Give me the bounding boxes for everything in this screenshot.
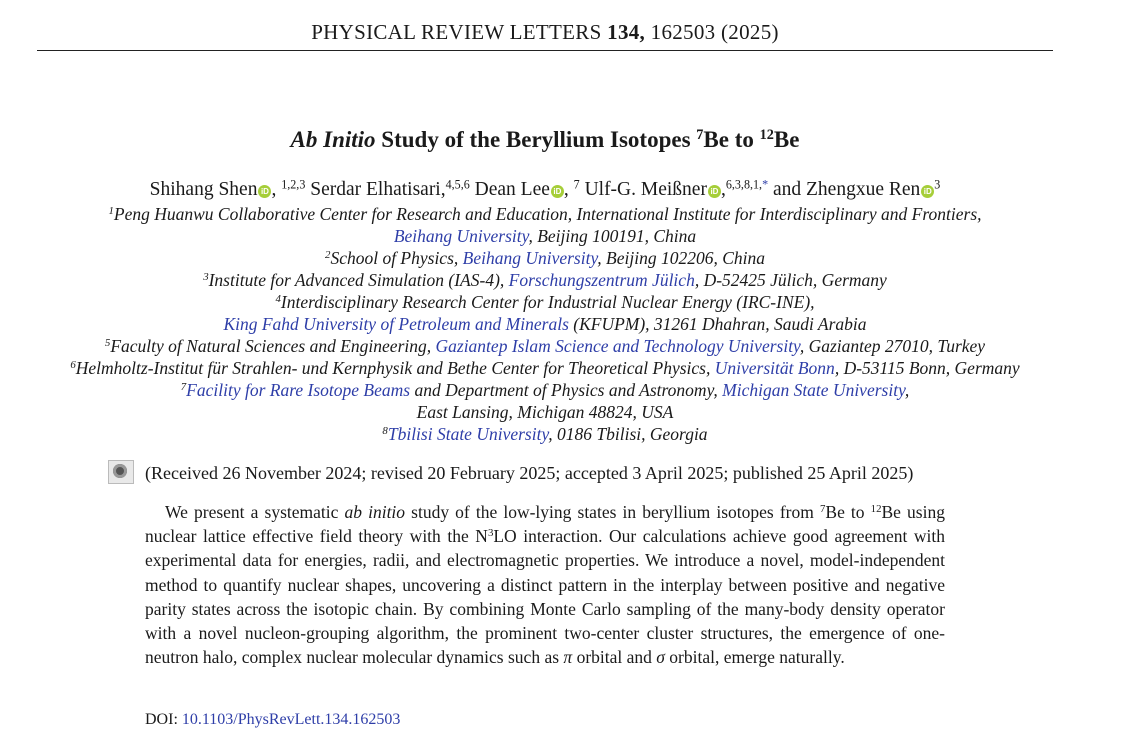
author-affil-sup: 3: [934, 177, 941, 192]
author[interactable]: [150, 179, 306, 200]
orcid-icon[interactable]: iD: [708, 185, 721, 198]
affil-text: Helmholtz-Institut für Strahlen- und Kernphysik and Bethe Center for Theoretical Physics,: [75, 358, 715, 378]
author[interactable]: [475, 179, 580, 200]
affil-num: 7: [180, 381, 187, 394]
title-text-b: Be to: [703, 127, 760, 152]
affiliation-line: [0, 379, 1090, 401]
paper-title: [0, 127, 1090, 153]
author[interactable]: [806, 179, 940, 200]
crossmark-icon[interactable]: [108, 460, 134, 484]
author-sep: ,: [563, 179, 574, 200]
abstract-text: orbital and: [572, 647, 657, 668]
affil-text: , Beijing 102206, China: [597, 248, 765, 268]
author-sep: ,: [271, 179, 282, 200]
title-italic: Ab Initio: [290, 127, 376, 152]
affil-text: , 0186 Tbilisi, Georgia: [548, 424, 708, 444]
affil-text: , D-53115 Bonn, Germany: [834, 358, 1020, 378]
author[interactable]: Ulf-G. Meißner iD ,$^{6,3,8,1,*}$: [584, 177, 769, 200]
affiliation-line: [0, 401, 1090, 423]
journal-citation: 162503 (2025): [650, 20, 779, 44]
abstract-text: Be to: [825, 502, 871, 522]
affil-link[interactable]: Gaziantep Islam Science and Technology University: [435, 336, 800, 356]
journal-header: [37, 20, 1053, 45]
affil-num: 3: [203, 271, 209, 284]
affil-text: Interdisciplinary Research Center for Industrial Nuclear Energy (IRC-INE),: [280, 292, 815, 312]
affiliation-line: [0, 335, 1090, 357]
affil-link[interactable]: Beihang University: [393, 226, 529, 246]
orcid-icon[interactable]: iD: [921, 185, 934, 198]
received-text: (Received 26 November 2024; revised 20 February 2025; accepted 3 April 2025; published 25 April 2025): [145, 463, 914, 483]
affil-num: 4: [275, 293, 281, 306]
affiliation-line: [0, 313, 1090, 335]
author-affil-nums: 6,3,8,1,: [725, 177, 763, 192]
abstract-text: We present a systematic: [165, 502, 345, 522]
author-name: Dean Lee: [474, 179, 550, 200]
affil-text: Peng Huanwu Collaborative Center for Research and Education, International Institute for Interdisciplinary and Frontiers,: [113, 204, 982, 224]
affil-link[interactable]: Beihang University: [462, 248, 598, 268]
received-dates: [108, 460, 913, 484]
abstract-text: orbital, emerge naturally.: [664, 647, 845, 668]
doi-link[interactable]: 10.1103/PhysRevLett.134.162503: [181, 711, 401, 728]
affiliations: [0, 203, 1090, 445]
affiliation-line: [0, 291, 1090, 313]
affil-text: (KFUPM), 31261 Dhahran, Saudi Arabia: [568, 314, 867, 334]
doi-line: [145, 711, 400, 729]
abstract: [145, 500, 945, 669]
affil-link[interactable]: Facility for Rare Isotope Beams: [186, 380, 411, 400]
abstract-text: study of the low-lying states in beryllium isotopes from: [405, 502, 820, 522]
author-affil-sup: 4,5,6: [445, 177, 470, 192]
affil-num: 2: [325, 249, 331, 262]
affiliation-line: [0, 247, 1090, 269]
abstract-sup: 3: [487, 527, 494, 540]
abstract-symbol-pi: π: [563, 647, 573, 668]
abstract-text: LO interaction. Our calculations achieve good agreement with experimental data for energies, radii, and electromagnetic properties. We introduce a novel, model-independent method to quantify nuclear shapes, uncovering a distinct pattern in the interplay between positive and negative parity states across the isotopic chain. By combining Monte Carlo sampling of the many-body density operator with a novel nucleon-grouping algorithm, the prominent two-center cluster structures, the emergence of one-neutron halo, complex nuclear molecular dynamics such as: [145, 526, 945, 668]
affil-text: School of Physics,: [330, 248, 463, 268]
affiliation-line: [0, 269, 1090, 291]
author-name: Ulf-G. Meißner: [584, 179, 707, 200]
affil-link[interactable]: Forschungszentrum Jülich: [508, 270, 695, 290]
orcid-icon[interactable]: iD: [258, 185, 271, 198]
abstract-sup: 12: [870, 503, 882, 516]
affil-num: 5: [104, 337, 111, 350]
author-name: Shihang Shen: [149, 179, 258, 200]
author-affil-sup: 7: [573, 177, 580, 192]
affil-num: 8: [382, 425, 388, 438]
journal-name: PHYSICAL REVIEW LETTERS: [311, 20, 602, 44]
affil-text: East Lansing, Michigan 48824, USA: [416, 402, 674, 422]
abstract-italic: ab initio: [344, 502, 406, 522]
title-text-a: Study of the Beryllium Isotopes: [375, 127, 697, 152]
abstract-symbol-sigma: σ: [656, 647, 665, 668]
author[interactable]: [310, 179, 470, 200]
affiliation-line: [0, 203, 1090, 225]
affil-text: and Department of Physics and Astronomy,: [410, 380, 723, 400]
author-sep: and: [768, 179, 807, 200]
affiliation-line: [0, 357, 1090, 379]
affil-link[interactable]: Tbilisi State University: [387, 424, 549, 444]
orcid-icon[interactable]: iD: [551, 185, 564, 198]
title-sup-2: 12: [759, 127, 774, 144]
affiliation-line: [0, 423, 1090, 445]
author-name: Zhengxue Ren: [806, 179, 921, 200]
author-affil-sup: [726, 177, 768, 191]
title-sup-1: 7: [696, 127, 704, 144]
affil-num: 6: [70, 359, 76, 372]
affil-text: Faculty of Natural Sciences and Engineering,: [110, 336, 436, 356]
author-list: [0, 179, 1090, 201]
affiliation-line: [0, 225, 1090, 247]
corresponding-author-link[interactable]: *: [762, 177, 769, 192]
abstract-sup: 7: [819, 503, 826, 516]
affil-text: , D-52425 Jülich, Germany: [694, 270, 887, 290]
header-rule: [37, 50, 1053, 51]
title-text-c: Be: [773, 127, 800, 152]
author-name: Serdar Elhatisari,: [310, 179, 446, 200]
affil-link[interactable]: Universität Bonn: [714, 358, 835, 378]
affil-text: ,: [904, 380, 910, 400]
abstract-text: Be using nuclear lattice effective field theory with the N: [145, 502, 945, 547]
affil-link[interactable]: King Fahd University of Petroleum and Minerals: [223, 314, 569, 334]
affil-num: 1: [108, 205, 114, 218]
journal-volume: 134,: [607, 20, 646, 44]
affil-text: , Gaziantep 27010, Turkey: [799, 336, 986, 356]
author-affil-sup: 1,2,3: [281, 177, 306, 192]
affil-text: , Beijing 100191, China: [528, 226, 697, 246]
affil-text: Institute for Advanced Simulation (IAS-4),: [208, 270, 509, 290]
doi-label: DOI:: [145, 711, 178, 728]
affil-link[interactable]: Michigan State University: [722, 380, 905, 400]
